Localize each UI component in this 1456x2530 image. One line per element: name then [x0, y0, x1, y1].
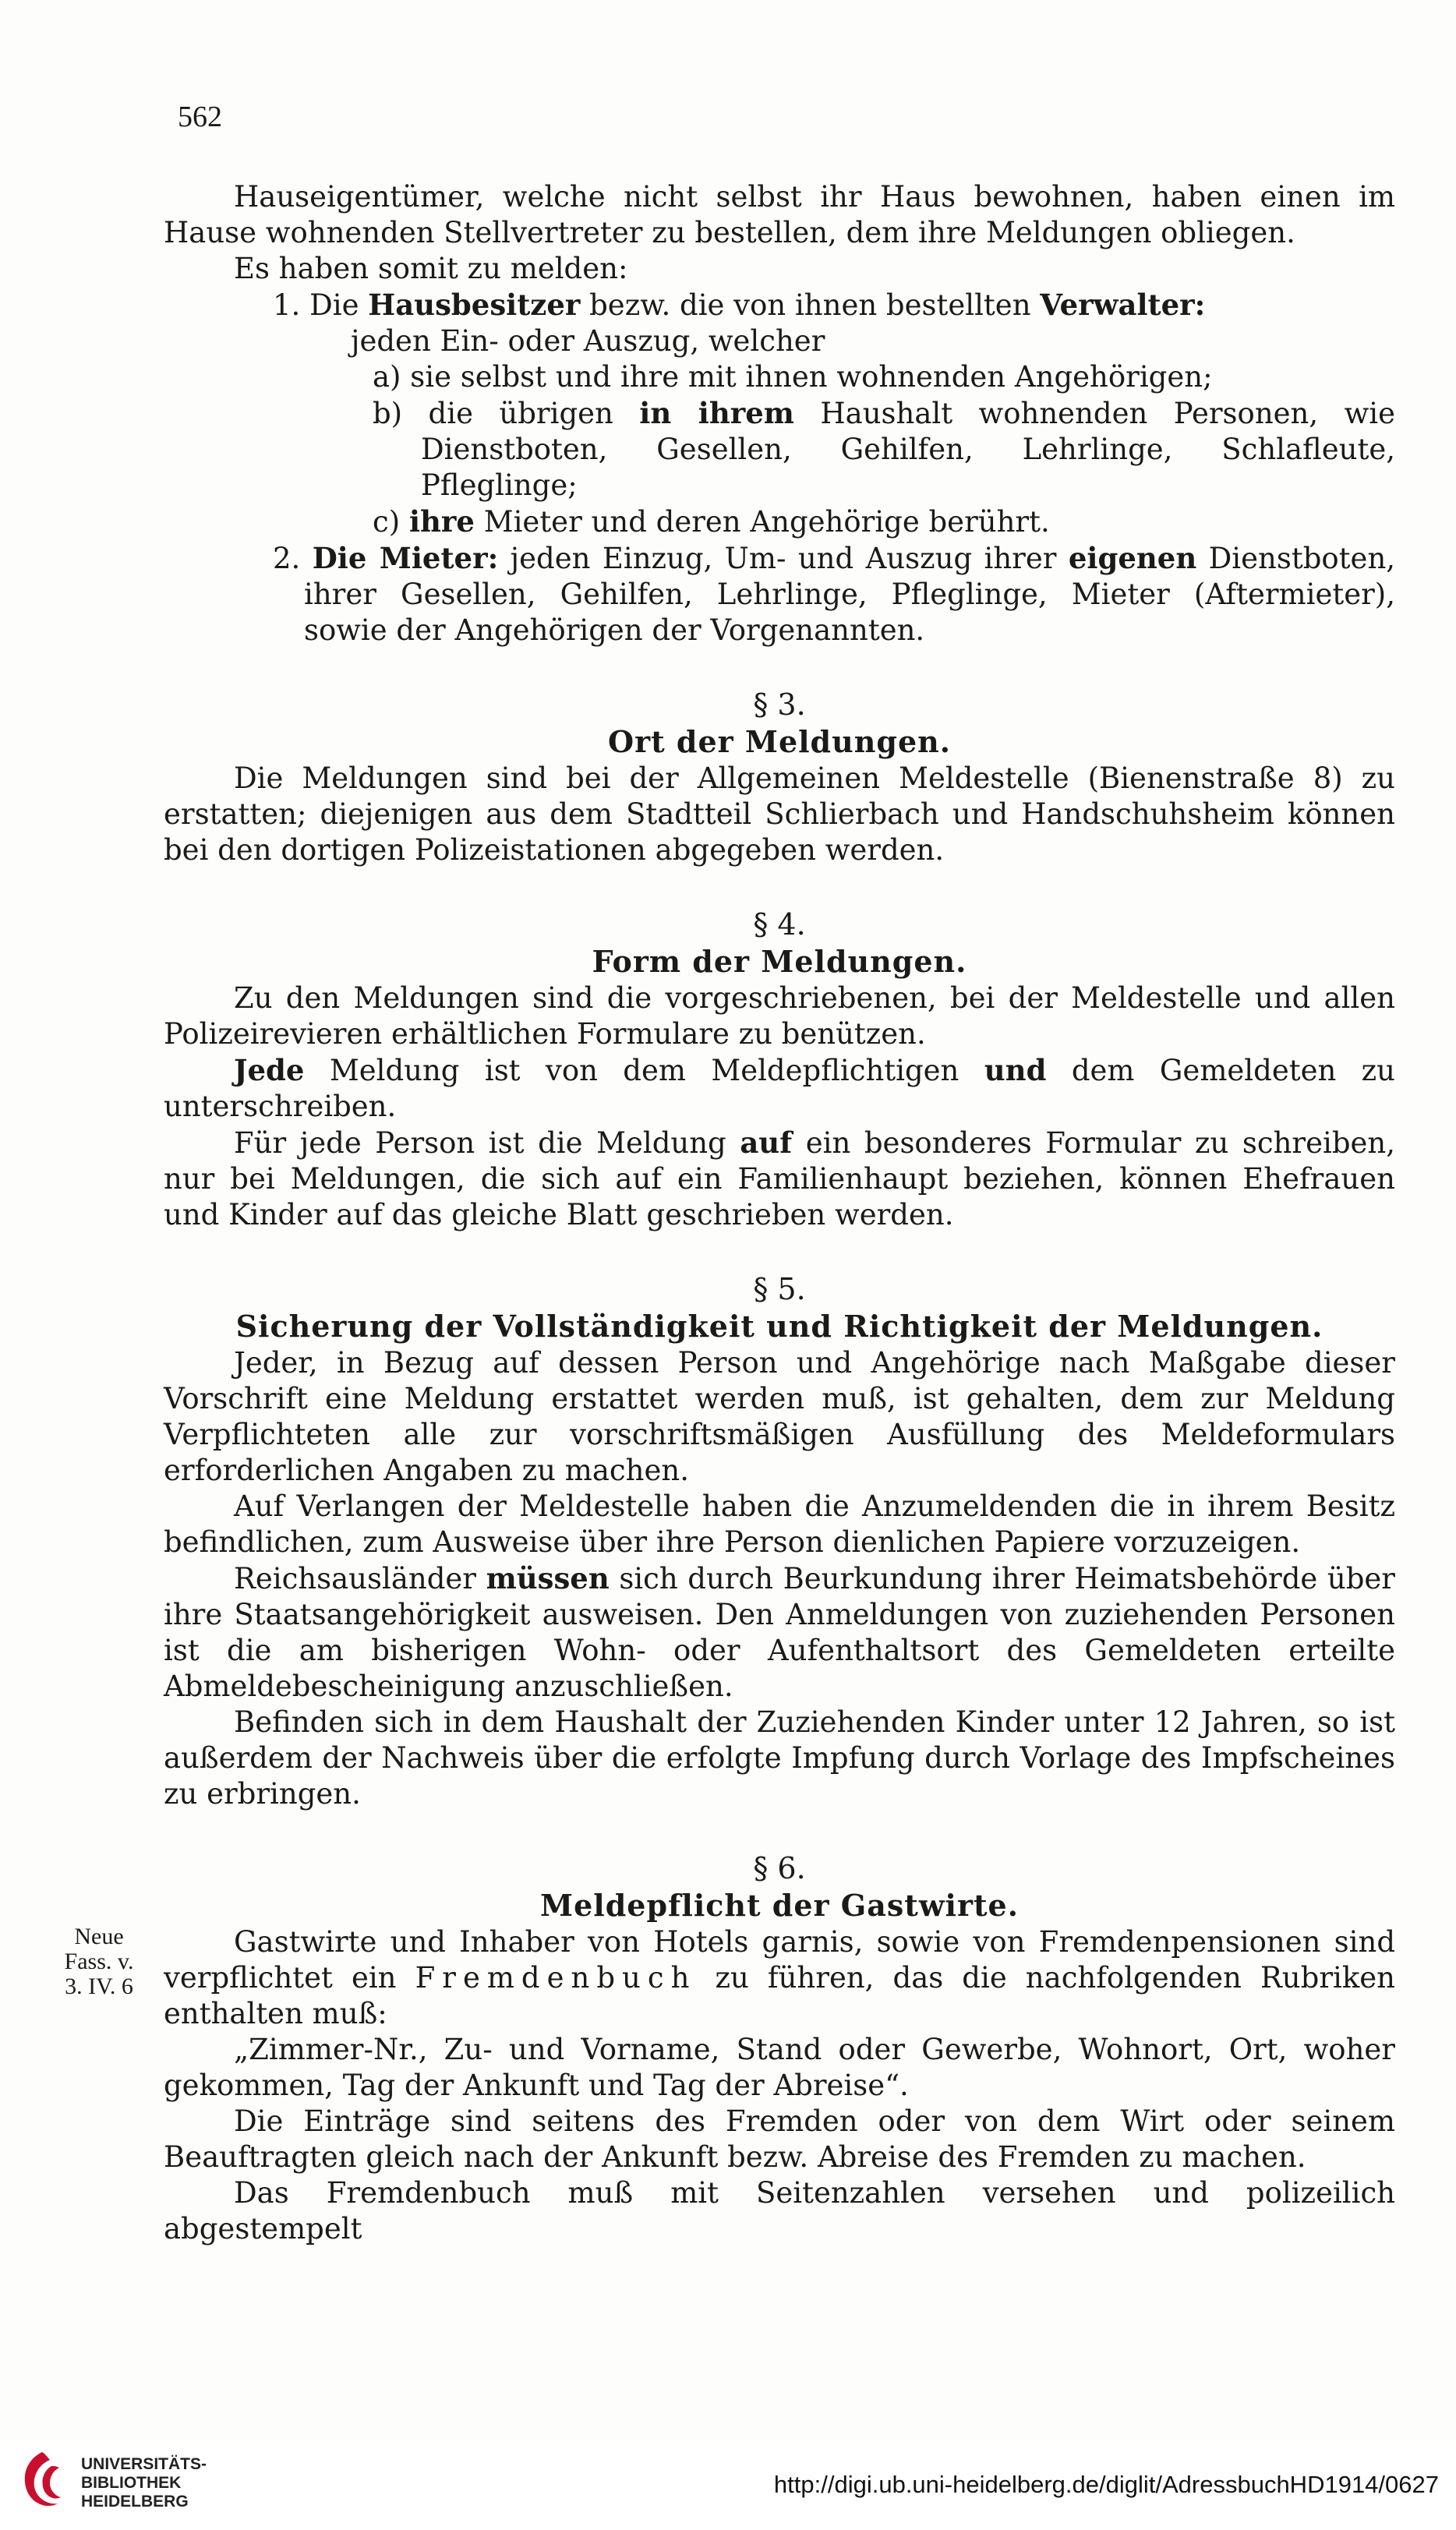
university-library-logo-icon: [16, 2449, 69, 2511]
section-4-p3-pre: Für jede Person ist die Meldung: [234, 1126, 726, 1160]
intro-list-lead: [164, 251, 1395, 287]
library-name-line-2: BIBLIOTHEK: [81, 2474, 182, 2492]
section-4-p2-post: dem Gemeldeten zu unterschreiben.: [164, 1054, 1395, 1123]
section-6-paragraph-1: [164, 1924, 1395, 2032]
section-4-p3-post: ein besonderes Formular zu schreiben, nur bei Meldungen, die sich auf ein Familienhaupt beziehen, können Ehefrauen und Kinder auf das gleiche Blatt geschrieben werden.: [164, 1126, 1396, 1231]
section-4-jede: Jede: [234, 1053, 305, 1087]
list-item-2: [164, 540, 1395, 648]
section-6-paragraph-2: „Zimmer-Nr., Zu- und Vorname, Stand oder Gewerbe, Wohnort, Ort, woher gekommen, Tag der Ankunft und Tag der Abreise“.: [164, 2033, 1395, 2102]
section-5-paragraph-4: Befinden sich in dem Haushalt der Zuziehenden Kinder unter 12 Jahren, so ist außerdem der Nachweis über die erfolgte Impfung durch Vorlage des Impfscheines zu erbringen.: [164, 1705, 1395, 1811]
sub-item-b-bold: in ihrem: [639, 396, 794, 430]
section-6-p1-pre: Gastwirte und Inhaber von Hotels garnis, sowie von Fremdenpensionen sind verpflichtet ein: [164, 1925, 1395, 1995]
section-6-paragraph-4: Das Fremdenbuch muß mit Seitenzahlen versehen und polizeilich abgestempelt: [164, 2176, 1395, 2246]
page-number: 562: [178, 101, 222, 133]
section-6-number: § 6.: [753, 1851, 806, 1885]
list-item-2-eigenen: eigenen: [1068, 541, 1197, 575]
section-6-p1-post: zu führen, das die nachfolgenden Rubriken enthalten muß:: [164, 1961, 1395, 2030]
section-6-fremdenbuch: Fremdenbuch: [415, 1961, 697, 1995]
list-item-2-pre: jeden Einzug, Um- und Auszug ihrer: [510, 542, 1057, 575]
section-3-title: Ort der Meldungen.: [607, 724, 951, 759]
list-item-2-post: Dienstboten, ihrer Gesellen, Gehilfen, Lehrlinge, Pfleglinge, Mieter (Aftermieter), sowie der Angehörigen der Vorgenannten.: [304, 542, 1396, 647]
list-item-1-mid: bezw. die von ihnen bestellten: [589, 288, 1031, 322]
list-item-1: [164, 287, 1395, 323]
list-item-1-hausbesitzer: Hausbesitzer: [368, 288, 581, 322]
sub-item-b-post: Haushalt wohnenden Personen, wie Dienstboten, Gesellen, Gehilfen, Lehrlinge, Schlafleute, Pfleglinge;: [421, 397, 1395, 502]
sub-item-c: [164, 504, 1395, 540]
margin-note-line-2: Fass. v.: [64, 1949, 134, 1974]
section-4-paragraph-3: [164, 1125, 1395, 1233]
source-url-link[interactable]: http://digi.ub.uni-heidelberg.de/diglit/AdressbuchHD1914/0627: [773, 2471, 1439, 2498]
sub-item-c-post: Mieter und deren Angehörige berührt.: [483, 505, 1050, 539]
section-3-paragraph: Die Meldungen sind bei der Allgemeinen Meldestelle (Bienenstraße 8) zu erstatten; diejenigen aus dem Stadtteil Schlierbach und Handschuhsheim können bei den dortigen Polizeistationen abgegeben werden.: [164, 761, 1395, 867]
section-5-paragraph-2: Auf Verlangen der Meldestelle haben die Anzumeldenden die in ihrem Besitz befindlichen, zum Ausweise über ihre Person dienlichen Papiere vorzuzeigen.: [164, 1489, 1395, 1559]
footer-bar: [0, 2440, 1456, 2530]
section-5-p3-pre: Reichsausländer: [234, 1562, 476, 1595]
list-item-2-number: 2.: [273, 542, 301, 575]
section-4-paragraph-2: [164, 1052, 1395, 1125]
list-item-1-verwalter: Verwalter:: [1040, 288, 1206, 322]
section-4-number: § 4.: [753, 907, 806, 942]
margin-note-line-1: Neue: [74, 1924, 124, 1949]
section-4-auf: auf: [740, 1125, 793, 1160]
margin-note: [48, 1924, 150, 1999]
section-4-paragraph-1: Zu den Meldungen sind die vorgeschriebenen, bei der Meldestelle und allen Polizeirevieren erhältlichen Formulare zu benützen.: [164, 981, 1395, 1051]
section-5-muessen: müssen: [486, 1561, 610, 1595]
list-item-1-continuation: jeden Ein- oder Auszug, welcher: [351, 324, 825, 358]
page-body: [164, 179, 1395, 2247]
section-4-und: und: [984, 1053, 1047, 1087]
library-name-line-3: HEIDELBERG: [81, 2493, 189, 2511]
list-item-2-mieter: Die Mieter:: [312, 541, 499, 575]
section-5-p3-post: sich durch Beurkundung ihrer Heimatsbehörde über ihre Staatsangehörigkeit ausweisen. Den Anmeldungen von zuziehenden Personen ist die am bisherigen Wohn- oder Aufenthaltsort des Gemeldeten erteilte Abmeldebescheinigung anzuschließen.: [164, 1562, 1395, 1703]
sub-item-a: a) sie selbst und ihre mit ihnen wohnenden Angehörigen;: [373, 360, 1213, 394]
intro-paragraph: [164, 179, 1395, 251]
section-5-number: § 5.: [753, 1272, 806, 1306]
intro-list-lead-text: Es haben somit zu melden:: [234, 252, 628, 285]
section-3-number: § 3.: [753, 687, 806, 722]
intro-text: Hauseigentümer, welche nicht selbst ihr Haus bewohnen, haben einen im Hause wohnenden Stellvertreter zu bestellen, dem ihre Meldungen obliegen.: [164, 180, 1395, 249]
list-item-1-number: 1.: [273, 288, 301, 322]
library-name-line-1: UNIVERSITÄTS-: [81, 2455, 207, 2473]
sub-item-c-pre: c): [373, 505, 401, 539]
section-6-title: Meldepflicht der Gastwirte.: [540, 1888, 1019, 1923]
margin-note-line-3: 3. IV. 6: [65, 1973, 133, 1999]
list-item-1-pre: Die: [309, 288, 359, 322]
section-5-title: Sicherung der Vollständigkeit und Richtigkeit der Meldungen.: [235, 1309, 1323, 1344]
sub-item-c-bold: ihre: [408, 504, 475, 539]
section-5-paragraph-1: Jeder, in Bezug auf dessen Person und Angehörige nach Maßgabe dieser Vorschrift eine Meldung erstattet werden muß, ist gehalten, dem zur Meldung Verpflichteten alle zur vorschriftsmäßigen Ausfüllung des Meldeformulars erforderlichen Angaben zu machen.: [164, 1346, 1395, 1487]
section-5-paragraph-3: [164, 1560, 1395, 1705]
section-4-p2-mid: Meldung ist von dem Meldepflichtigen: [329, 1054, 959, 1087]
section-4-title: Form der Meldungen.: [592, 944, 967, 979]
library-name: [81, 2455, 207, 2511]
sub-item-b-pre: b) die übrigen: [373, 397, 613, 430]
sub-item-b: [164, 395, 1395, 504]
section-6-paragraph-3: Die Einträge sind seitens des Fremden oder von dem Wirt oder seinem Beauftragten gleich nach der Ankunft bezw. Abreise des Fremden zu machen.: [164, 2104, 1395, 2174]
